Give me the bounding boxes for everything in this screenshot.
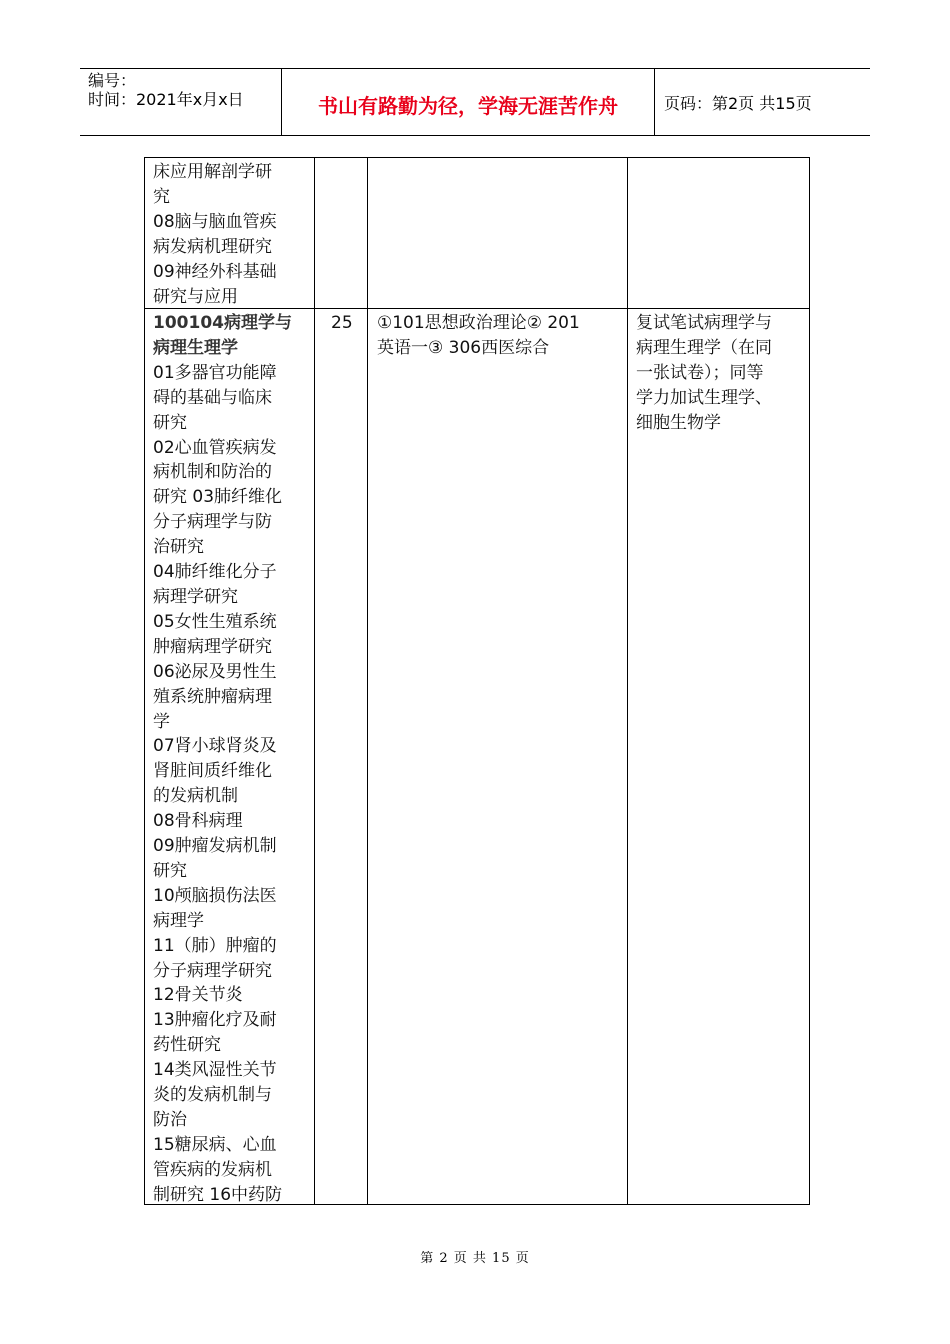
research-direction-line: 08骨科病理 <box>153 811 243 832</box>
table-column-divider-2 <box>367 158 368 1204</box>
research-direction-line: 分子病理学与防 <box>153 512 272 533</box>
research-direction-line: 药性研究 <box>153 1035 221 1056</box>
remark-line: 一张试卷）；同等 <box>636 362 764 383</box>
research-direction-line: 制研究 16中药防 <box>153 1184 283 1205</box>
research-direction-line: 病理学 <box>153 910 204 931</box>
document-number-label: 编号： <box>88 71 137 90</box>
row2-exam-subjects <box>377 311 580 361</box>
page-footer: 第 2 页 共 15 页 <box>420 1251 530 1266</box>
research-direction-line: 04肺纤维化分子 <box>153 562 277 583</box>
table-column-divider-1 <box>314 158 315 1204</box>
program-title-line: 病理生理学 <box>153 337 238 358</box>
research-direction-line: 研究 <box>153 860 187 881</box>
remark-line: 学力加试生理学、 <box>636 387 772 408</box>
research-direction-line: 治研究 <box>153 537 204 558</box>
research-direction-line: 研究 03肺纤维化 <box>153 487 283 508</box>
remark-line: 细胞生物学 <box>636 412 721 433</box>
research-direction-line: 殖系统肿瘤病理 <box>153 686 272 707</box>
research-direction-line: 08脑与脑血管疾 <box>153 211 277 232</box>
research-direction-line: 研究 <box>153 412 187 433</box>
exam-subject-line: ①101思想政治理论② 201 <box>377 313 580 333</box>
research-direction-line: 肿瘤病理学研究 <box>153 636 272 657</box>
research-direction-line: 分子病理学研究 <box>153 960 272 981</box>
research-direction-line: 的发病机制 <box>153 786 238 807</box>
research-direction-line: 病理学研究 <box>153 586 238 607</box>
header-bottom-rule <box>80 135 870 136</box>
research-direction-line: 肾脏间质纤维化 <box>153 761 272 782</box>
research-direction-line: 12骨关节炎 <box>153 985 243 1006</box>
row2-enrollment-count: 25 <box>331 313 353 333</box>
research-direction-line: 究 <box>153 186 170 207</box>
research-direction-line: 学 <box>153 711 170 732</box>
research-direction-line: 07肾小球肾炎及 <box>153 736 277 757</box>
research-direction-line: 05女性生殖系统 <box>153 611 277 632</box>
research-direction-line: 09肿瘤发病机制 <box>153 836 277 857</box>
research-direction-line: 床应用解剖学研 <box>153 162 272 182</box>
program-table <box>144 157 810 1205</box>
research-direction-line: 病机制和防治的 <box>153 462 272 483</box>
research-direction-line: 10颅脑损伤法医 <box>153 885 277 906</box>
research-direction-line: 09神经外科基础 <box>153 261 277 282</box>
research-direction-line: 02心血管疾病发 <box>153 437 277 458</box>
remark-line: 病理生理学（在同 <box>636 337 772 358</box>
research-direction-line: 01多器官功能障 <box>153 362 277 383</box>
research-direction-line: 碍的基础与临床 <box>153 387 272 408</box>
header-page-label: 页码：第2页 共15页 <box>664 94 812 113</box>
header-divider-right <box>654 69 655 136</box>
research-direction-line: 防治 <box>153 1110 187 1130</box>
research-direction-line: 06泌尿及男性生 <box>153 661 277 682</box>
header-motto: 书山有路勤为径，学海无涯苦作舟 <box>318 94 618 118</box>
research-direction-line: 15糖尿病、心血 <box>153 1134 277 1155</box>
research-direction-line: 13肿瘤化疗及耐 <box>153 1010 277 1031</box>
research-direction-line: 炎的发病机制与 <box>153 1085 272 1106</box>
research-direction-line: 11（肺）肿瘤的 <box>153 935 277 956</box>
research-direction-line: 研究与应用 <box>153 286 238 307</box>
remark-line: 复试笔试病理学与 <box>636 313 772 333</box>
row2-research-directions <box>153 311 292 1208</box>
research-direction-line: 病发病机理研究 <box>153 236 272 257</box>
header-top-rule <box>80 68 870 69</box>
research-direction-line: 管疾病的发病机 <box>153 1159 272 1180</box>
research-direction-line: 14类风湿性关节 <box>153 1060 277 1081</box>
row1-research-directions <box>153 160 277 309</box>
row2-remarks <box>636 311 772 436</box>
table-column-divider-3 <box>627 158 628 1204</box>
exam-subject-line: 英语一③ 306西医综合 <box>377 337 550 358</box>
document-date-label: 时间：2021年x月x日 <box>88 90 244 109</box>
program-title-line: 100104病理学与 <box>153 313 292 333</box>
